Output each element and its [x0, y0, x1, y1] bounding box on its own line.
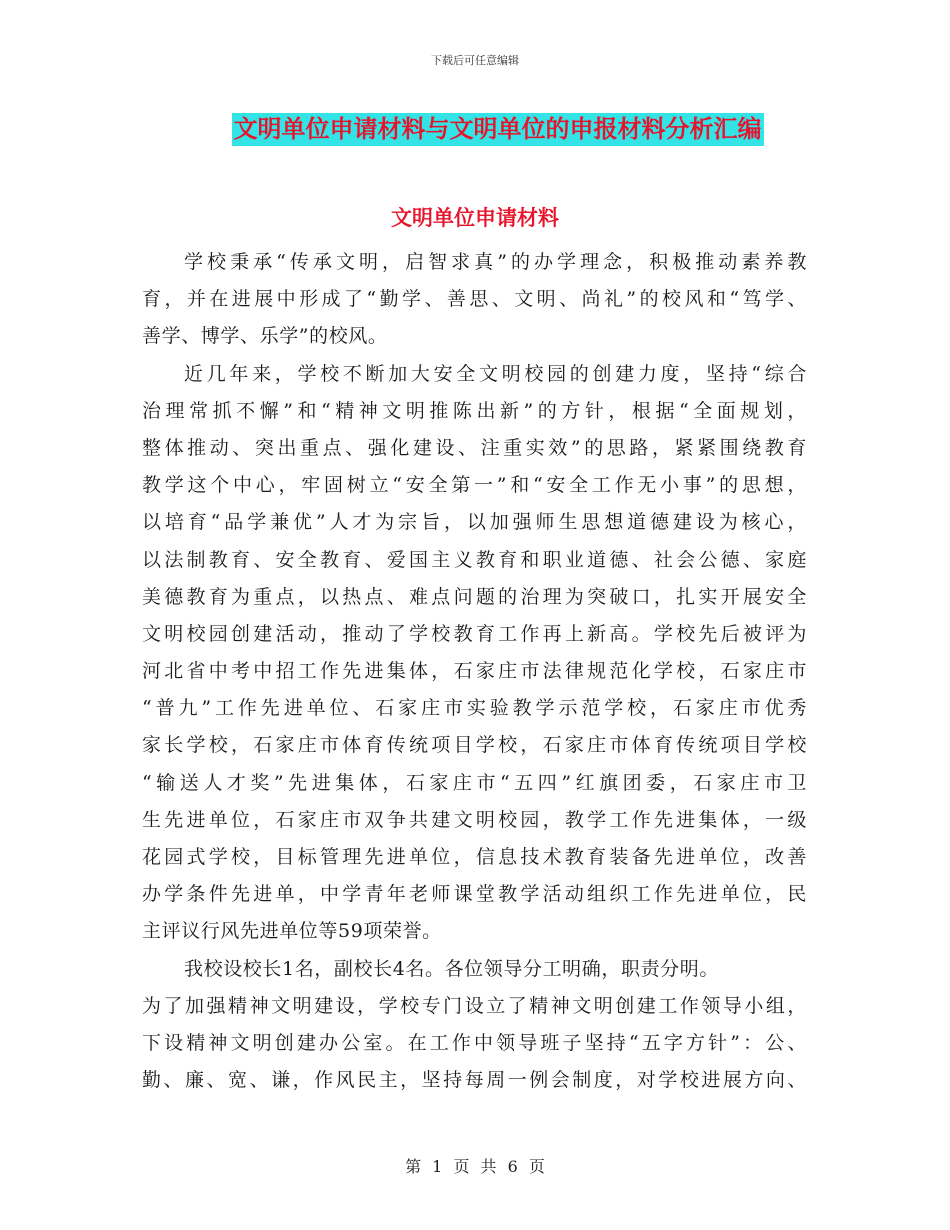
text-line: “普九”工作先进单位、石家庄市实验教学示范学校，石家庄市优秀 [142, 697, 807, 720]
text-line: 下设精神文明创建办公室。在工作中领导班子坚持“五字方针”：公、 [142, 1031, 807, 1054]
text-line: 以法制教育、安全教育、爱国主义教育和职业道德、社会公德、家庭 [142, 548, 807, 571]
document-title [0, 113, 950, 146]
text-line: 我校设校长1名，副校长4名。各位领导分工明确，职责分明。 [184, 957, 719, 980]
text-line: 为了加强精神文明建设，学校专门设立了精神文明创建工作领导小组， [142, 994, 807, 1017]
text-line: 河北省中考中招工作先进集体，石家庄市法律规范化学校，石家庄市 [142, 660, 807, 683]
text-line: “输送人才奖”先进集体，石家庄市“五四”红旗团委，石家庄市卫 [142, 771, 807, 794]
text-line: 生先进单位，石家庄市双争共建文明校园，教学工作先进集体，一级 [142, 808, 807, 831]
text-line: 育，并在进展中形成了“勤学、善思、文明、尚礼”的校风和“笃学、 [142, 288, 807, 311]
text-line: 善学、博学、乐学”的校风。 [142, 325, 388, 348]
text-line: 花园式学校，目标管理先进单位，信息技术教育装备先进单位，改善 [142, 846, 807, 868]
text-line: 勤、廉、宽、谦，作风民主，坚持每周一例会制度，对学校进展方向、 [142, 1069, 807, 1092]
document-title-text: 文明单位申请材料与文明单位的申报材料分析汇编 [232, 113, 764, 146]
text-line: 治理常抓不懈”和“精神文明推陈出新”的方针，根据“全面规划， [142, 399, 807, 422]
text-line: 家长学校，石家庄市体育传统项目学校，石家庄市体育传统项目学校 [142, 734, 807, 757]
text-line: 整体推动、突出重点、强化建设、注重实效”的思路，紧紧围绕教育 [142, 436, 807, 459]
text-line: 近几年来，学校不断加大安全文明校园的创建力度，坚持“综合 [184, 362, 807, 385]
text-line: 以培育“品学兼优”人才为宗旨，以加强师生思想道德建设为核心， [142, 511, 807, 534]
body-text [142, 244, 807, 1099]
text-line: 文明校园创建活动，推动了学校教育工作再上新高。学校先后被评为 [142, 622, 807, 645]
text-line: 美德教育为重点，以热点、难点问题的治理为突破口，扎实开展安全 [142, 585, 807, 608]
text-line: 主评议行风先进单位等59项荣誉。 [142, 920, 442, 943]
text-line: 学校秉承“传承文明，启智求真”的办学理念，积极推动素养教 [184, 251, 807, 273]
text-line: 教学这个中心，牢固树立“安全第一”和“安全工作无小事”的思想， [142, 474, 807, 497]
text-line: 办学条件先进单，中学青年老师课堂教学活动组织工作先进单位，民 [142, 883, 807, 906]
section-title: 文明单位申请材料 [391, 206, 559, 230]
page-number: 第 1 页 共 6 页 [405, 1157, 545, 1176]
page-header-note: 下载后可任意编辑 [431, 54, 519, 67]
